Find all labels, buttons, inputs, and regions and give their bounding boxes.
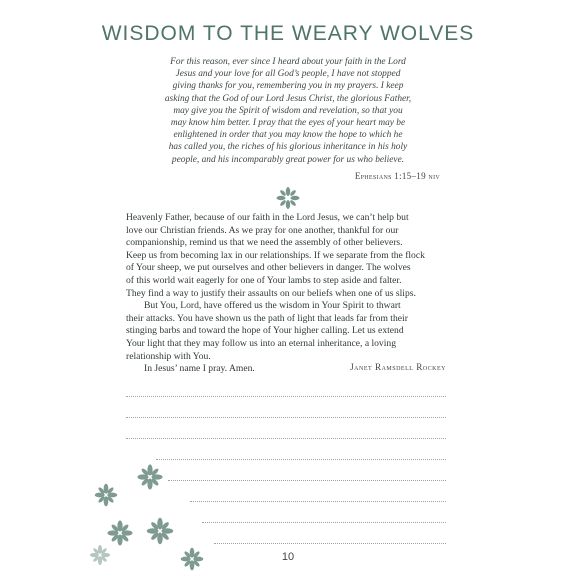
prayer-line: love our Christian friends. As we pray for one another, thankful for our [126, 224, 399, 236]
verse-line: giving thanks for you, remembering you in my prayers. I keep [172, 81, 404, 92]
writing-line[interactable] [126, 396, 446, 397]
writing-line[interactable] [190, 501, 446, 502]
verse-line: Jesus and your love for all God’s people, I have not stopped [175, 69, 401, 80]
prayer-line: companionship, remind us that we need the assembly of other believers. [126, 237, 403, 249]
writing-line[interactable] [214, 543, 446, 544]
prayer-line: Keep us from becoming lax in our relationships. If we separate from the flock [126, 249, 425, 261]
verse-line: enlightened in order that you may know the hope to which he [173, 130, 403, 141]
prayer-line: Heavenly Father, because of our faith in the Lord Jesus, we can’t help but [126, 212, 409, 223]
prayer-line: of this world wait eagerly for one of Your lambs to step aside and falter. [126, 274, 402, 286]
verse-line: has called you, the riches of his glorious inheritance in his holy [168, 142, 408, 153]
author-name: Janet Ramsdell Rockey [350, 362, 446, 372]
verse-line: For this reason, ever since I heard about your faith in the Lord [170, 57, 406, 67]
verse-reference: Ephesians 1:15–19 niv [354, 171, 440, 181]
scripture-verse [146, 56, 430, 166]
leaf-ornament-icon [272, 186, 304, 210]
prayer-line: of Your sheep, we put ourselves and other believers in danger. The wolves [126, 262, 411, 274]
verse-line: may know him better. I pray that the eyes of your heart may be [170, 118, 406, 129]
prayer-text [126, 212, 446, 376]
leaf-cluster-decoration [90, 455, 210, 575]
prayer-line: But You, Lord, have offered us the wisdom in Your Spirit to thwart [144, 300, 401, 312]
prayer-line: In Jesus’ name I pray. Amen. [144, 363, 255, 375]
prayer-line: relationship with You. [126, 350, 211, 362]
writing-line[interactable] [126, 417, 446, 418]
writing-line[interactable] [126, 438, 446, 439]
verse-line: may give you the Spirit of wisdom and revelation, so that you [173, 105, 403, 116]
prayer-line: They find a way to justify their assaults on our beliefs when one of us slips. [126, 287, 416, 299]
prayer-line: their attacks. You have shown us the path of light that leads far from their [126, 312, 408, 324]
writing-line[interactable] [202, 522, 446, 523]
page-number: 10 [281, 551, 295, 563]
prayer-line: Your light that they may follow us into an eternal inheritance, a loving [126, 337, 396, 349]
prayer-line: stinging barbs and toward the hope of Your higher calling. Let us extend [126, 325, 404, 337]
page-title: WISDOM TO THE WEARY WOLVES [101, 22, 475, 45]
verse-line: asking that the God of our Lord Jesus Christ, the glorious Father, [164, 93, 412, 104]
verse-line: people, and his incomparably great power for us who believe. [171, 154, 405, 165]
